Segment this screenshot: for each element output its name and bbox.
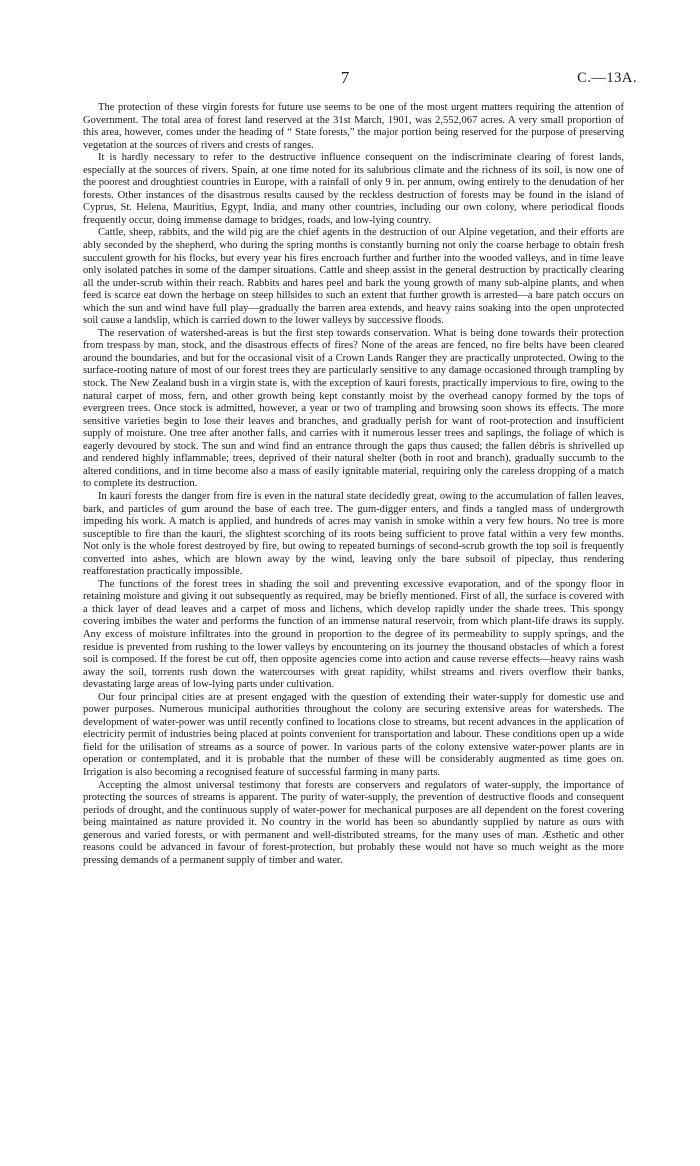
- paragraph-watershed-reservation: The reservation of watershed-areas is but the first step towards conservation. What is being done towards their protection from trespass by man, stock, and the disastrous effects of fires? None of the areas are fenced, no fire belts have been cleared around the boundaries, and but for the occasional visit of a Crown Lands Ranger they are practically unprotected. Owing to the surface-rooting nature of most of our forest trees they are particularly sensitive to any damage occasioned through trampling by stock. The New Zealand bush in a virgin state is, with the exception of kauri forests, practically impervious to fire, owing to the natural carpet of moss, fern, and other growth being kept constantly moist by the overhead canopy formed by the tops of evergreen trees. Once stock is admitted, however, a year or two of trampling and browsing soon shows its effects. The more sensitive varieties begin to lose their leaves and branches, and gradually perish for want of root-protection and insufficient supply of moisture. One tree after another falls, and carries with it numerous lesser trees and saplings, the foliage of which is eagerly devoured by stock. The sun and wind find an entrance through the gaps thus caused; the fallen débris is shrivelled up and rendered highly inflammable; trees, deprived of their natural shelter (both in root and branch), gradually succumb to the altered conditions, and in time become also a mass of easily ignitable material, requiring only the careless dropping of a match to complete its destruction.: [83, 327, 624, 490]
- paragraph-conclusion: Accepting the almost universal testimony that forests are conservers and regulators of water-supply, the importance of protecting the sources of streams is apparent. The purity of water-supply, the prevention of destructive floods and consequent periods of drought, and the continuous supply of water-power for mechanical purposes are all dependent on the forest covering being maintained as nature provided it. No country in the world has been so abundantly supplied by nature as ours with generous and varied forests, or with permanent and well-distributed streams, for the many uses of man. Æsthetic and other reasons could be advanced in favour of forest-protection, but probably these would not have so much weight as the more pressing demands of a permanent supply of timber and water.: [83, 779, 624, 866]
- paragraph-kauri-fire: In kauri forests the danger from fire is even in the natural state decidedly great, owing to the accumulation of fallen leaves, bark, and particles of gum around the base of each tree. The gum-digger enters, and finds a tangled mass of undergrowth impeding his work. A match is applied, and hundreds of acres may vanish in smoke within a very few hours. No tree is more susceptible to fire than the kauri, the slightest scorching of its roots being sufficient to prove fatal within a very few months. Not only is the whole forest destroyed by fire, but owing to repeated burnings of second-scrub growth the top soil is frequently converted into ashes, which are blown away by the wind, leaving only the bare subsoil of pipeclay, thus rendering reafforestation practically impossible.: [83, 490, 624, 578]
- paragraph-water-supply: Our four principal cities are at present engaged with the question of extending their water-supply for domestic use and power purposes. Numerous municipal authorities throughout the colony are securing extensive areas for watersheds. The development of water-power was until recently confined to locations close to streams, but recent advances in the application of electricity permit of industries being placed at points convenient for transportation and labour. These conditions open up a wide field for the utilisation of streams as a source of power. In various parts of the colony extensive water-power plants are in operation or contemplated, and it is probable that the number of these will be considerably augmented as time goes on. Irrigation is also becoming a recognised feature of successful farming in many parts.: [83, 691, 624, 778]
- paragraph-forest-functions: The functions of the forest trees in shading the soil and preventing excessive evaporation, and of the spongy floor in retaining moisture and giving it out subsequently as required, may be briefly mentioned. First of all, the surface is covered with a thick layer of dead leaves and a carpet of moss and lichens, which develop rapidly under the shade trees. This spongy covering imbibes the water and performs the function of an immense natural reservoir, from which plant-life draws its supply. Any excess of moisture infiltrates into the ground in proportion to the degree of its permeability to supply springs, and the residue is prevented from rushing to the lower valleys by encountering on its journey the thousand obstacles of which a forest soil is composed. If the forest be cut off, then opposite agencies come into action and cause reverse effects—heavy rains wash away the soil, torrents rush down the watercourses with great rapidity, whilst streams and rivers overflow their banks, devastating large areas of low-lying parts under cultivation.: [83, 578, 624, 691]
- paragraph-virgin-forests: The protection of these virgin forests for future use seems to be one of the most urgent matters requiring the attention of Government. The total area of forest land reserved at the 31st March, 1901, was 2,552,067 acres. A very small proportion of this area, however, comes under the heading of “ State forests,” the major portion being reserved for the purpose of preserving vegetation at the sources of rivers and crests of ranges.: [83, 102, 624, 151]
- document-body: [83, 102, 624, 867]
- paragraph-destruction-agents: Cattle, sheep, rabbits, and the wild pig are the chief agents in the destruction of our Alpine vegetation, and their efforts are ably seconded by the shepherd, who during the spring months is constantly burning not only the coarse herbage to obtain fresh succulent growth for his flocks, but every year his fires encroach further and further into the wooded valleys, and in time leave only isolated patches in some of the damper situations. Cattle and sheep assist in the general destruction by practically clearing all the under-scrub within their reach. Rabbits and hares peel and bark the young growth of many sub-alpine plants, and when feed is scarce eat down the herbage on steep hillsides to such an extent that further growth is arrested—a bare patch occurs on which the sun and wind have full play—gradually the barren area extends, and heavy rains soaking into the open unprotected soil cause a landslip, which is carried down to the lower valleys by successive floods.: [83, 227, 624, 327]
- page-number: 7: [340, 68, 350, 87]
- document-reference: C.—13A.: [577, 70, 637, 86]
- paragraph-clearing-influence: It is hardly necessary to refer to the destructive influence consequent on the indiscriminate clearing of forest lands, especially at the sources of rivers. Spain, at one time noted for its salubrious climate and the richness of its soil, is now one of the poorest and droughtiest countries in Europe, with a rainfall of only 9 in. per annum, owing entirely to the denudation of her forests. Other instances of the disastrous results caused by the reckless destruction of forests may be found in the island of Cyprus, St. Helena, Mauritius, Egypt, India, and many other countries, including our own colony, where periodical floods frequently occur, doing immense damage to bridges, roads, and low-lying country.: [83, 152, 624, 226]
